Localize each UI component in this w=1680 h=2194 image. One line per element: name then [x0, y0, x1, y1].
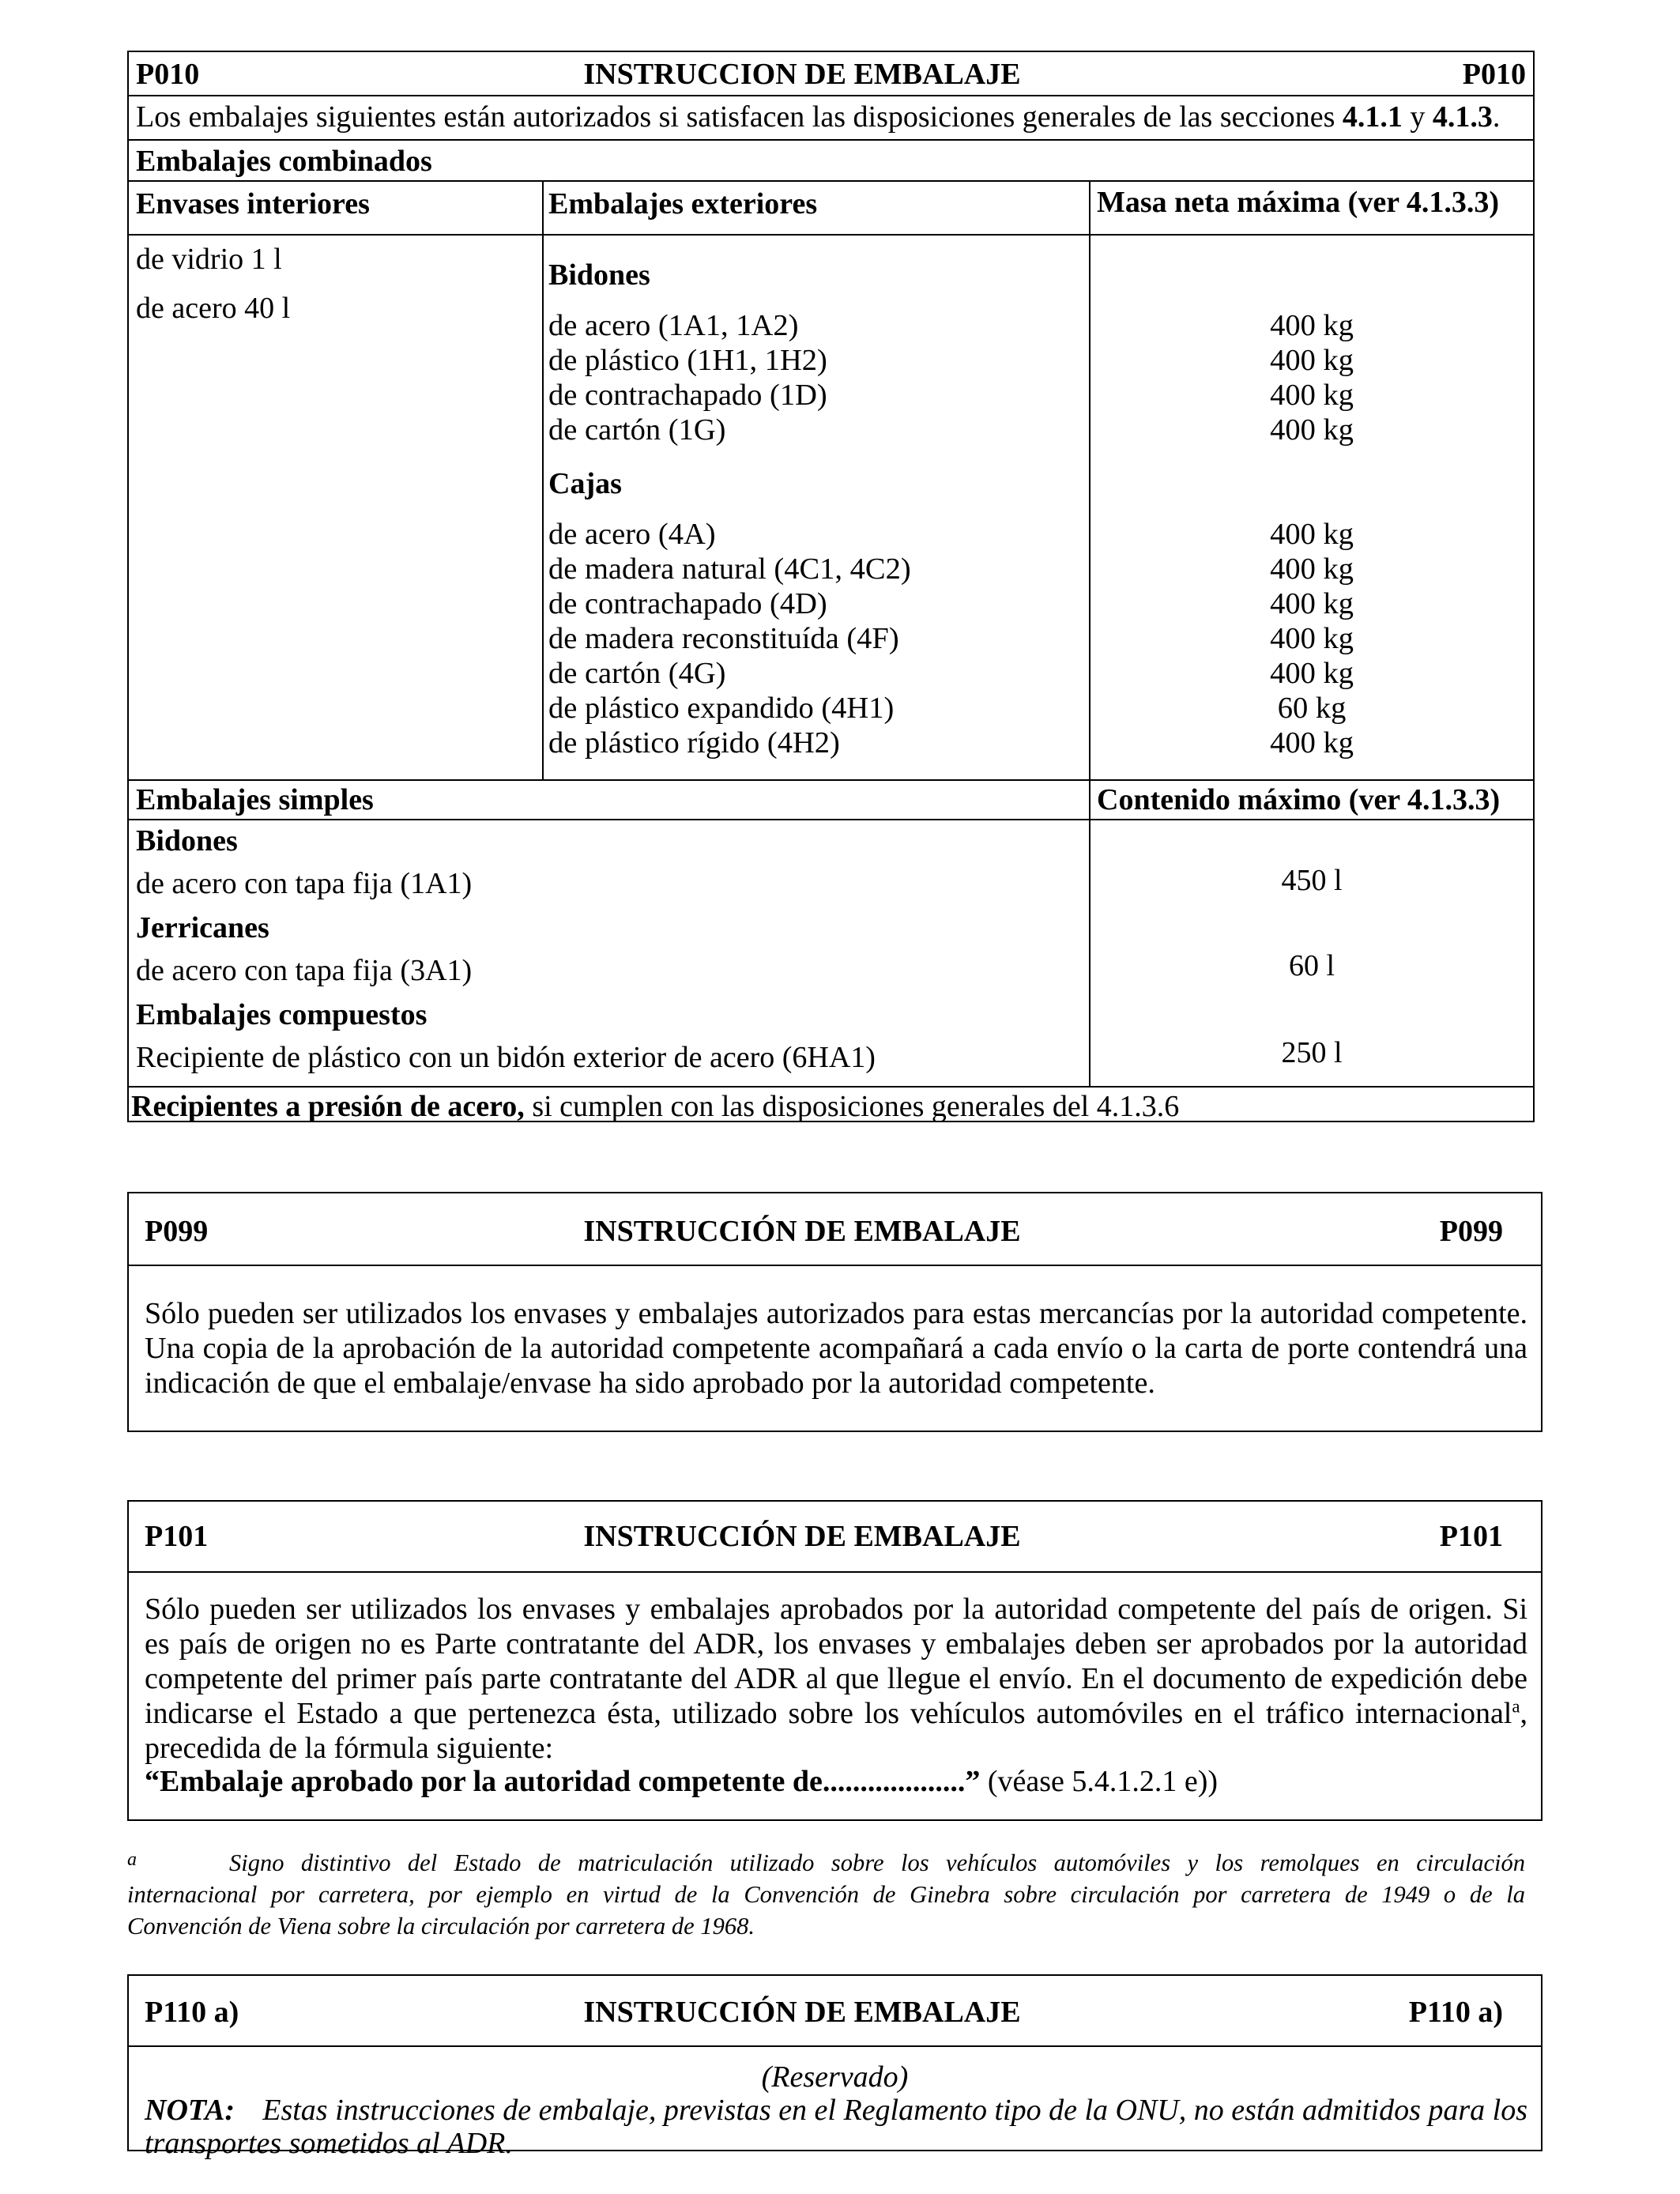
capacity-value: 250 l [1281, 1036, 1343, 1069]
p110a-reserved: (Reservado) [761, 2060, 909, 2094]
outer-item: de cartón (4G) [548, 657, 726, 690]
capacity-value: 450 l [1281, 864, 1343, 897]
p101-line: competente del primer país parte contratante del ADR al que llegue el envío. En el documento de expedición debe [145, 1662, 1527, 1695]
mass-value: 400 kg [1270, 587, 1354, 620]
mass-value: 400 kg [1270, 726, 1354, 760]
pressure-rest: si cumplen con las disposiciones generales del 4.1.3.6 [524, 1090, 1180, 1123]
p010-title: INSTRUCCION DE EMBALAJE [583, 58, 1021, 91]
p010-intro-ref2: 4.1.3 [1432, 100, 1493, 134]
col-mass-heading: Masa neta máxima (ver 4.1.3.3) [1097, 186, 1500, 219]
p010-intro-text: Los embalajes siguientes están autorizados si satisfacen las disposiciones generales de las secciones [136, 100, 1343, 134]
p110a-note [145, 2093, 1527, 2128]
outer-item: de contrachapado (1D) [548, 379, 827, 412]
p101-line: Sólo pueden ser utilizados los envases y embalajes aprobados por la autoridad competente del país de origen. Si [145, 1593, 1527, 1626]
divider [127, 779, 1535, 781]
divider [127, 95, 1535, 96]
p101-formula-ref: (véase 5.4.1.2.1 e)) [980, 1765, 1219, 1798]
combined-heading: Embalajes combinados [136, 145, 432, 178]
outer-item: de cartón (1G) [548, 413, 726, 447]
p010-intro-and: y [1402, 100, 1433, 134]
mass-value: 400 kg [1270, 413, 1354, 447]
divider [127, 2045, 1543, 2047]
p101-formula-intro: precedida de la fórmula siguiente: [145, 1732, 554, 1765]
p010-intro-ref1: 4.1.1 [1342, 100, 1403, 134]
note-line2: transportes sometidos al ADR. [145, 2127, 513, 2160]
p101-formula [145, 1764, 1218, 1799]
p101-line: es país de origen no es Parte contratante del ADR, los envases y embalajes deben ser aprobados por la autoridad [145, 1627, 1527, 1661]
p099-title: INSTRUCCIÓN DE EMBALAJE [583, 1215, 1021, 1248]
p099-line: Una copia de la aprobación de la autoridad competente acompañará a cada envío o la carta de porte contendrá una [145, 1332, 1527, 1365]
outer-item: de contrachapado (4D) [548, 587, 827, 620]
footnote-line: Convención de Viena sobre la circulación por carretera de 1968. [127, 1913, 755, 1940]
p101-line-end: , [1520, 1697, 1527, 1730]
pressure-bold: Recipientes a presión de acero, [131, 1090, 525, 1123]
single-group-heading: Bidones [136, 824, 238, 858]
divider [127, 180, 1535, 182]
single-heading: Embalajes simples [136, 783, 374, 816]
divider [127, 234, 1535, 236]
col-divider-2 [1089, 180, 1090, 1088]
outer-item: de plástico rígido (4H2) [548, 726, 840, 760]
mass-value: 60 kg [1277, 692, 1347, 725]
mass-value: 400 kg [1270, 622, 1354, 655]
p099-code-left: P099 [145, 1215, 209, 1248]
footnote-marker: a [127, 1849, 137, 1870]
col-outer-heading: Embalajes exteriores [548, 187, 818, 221]
p110a-code-left: P110 a) [145, 1996, 239, 2029]
drums-heading: Bidones [548, 258, 650, 292]
inner-item: de vidrio 1 l [136, 243, 282, 276]
col-divider-1 [542, 180, 544, 781]
note-line1: Estas instrucciones de embalaje, previstas en el Reglamento tipo de la ONU, no están admitidos para los [262, 2094, 1527, 2127]
p010-code-left: P010 [136, 58, 200, 91]
mass-value: 400 kg [1270, 552, 1354, 586]
single-group-heading: Embalajes compuestos [136, 998, 428, 1031]
divider [127, 819, 1535, 820]
outer-item: de acero (1A1, 1A2) [548, 309, 799, 342]
inner-item: de acero 40 l [136, 292, 291, 325]
p010-intro [136, 100, 1500, 134]
col-inner-heading: Envases interiores [136, 187, 370, 221]
p099-line: indicación de que el embalaje/envase ha sido aprobado por la autoridad competente. [145, 1367, 1155, 1400]
p101-code-right: P101 [1439, 1520, 1503, 1553]
p110a-title: INSTRUCCIÓN DE EMBALAJE [583, 1996, 1021, 2029]
outer-item: de plástico (1H1, 1H2) [548, 344, 827, 377]
divider [127, 139, 1535, 141]
boxes-heading: Cajas [548, 467, 622, 500]
p101-formula-bold: “Embalaje aprobado por la autoridad competente de...................” [145, 1765, 981, 1798]
footnote-line: internacional por carretera, por ejemplo en virtud de la Convención de Ginebra sobre circulación por carretera de 1949 o de la [127, 1881, 1525, 1908]
footnote-line: Signo distintivo del Estado de matriculación utilizado sobre los vehículos automóviles y los remolques en circulación [229, 1849, 1525, 1876]
p010-code-right: P010 [1462, 58, 1526, 91]
divider [127, 1265, 1543, 1266]
p099-code-right: P099 [1439, 1215, 1503, 1248]
mass-value: 400 kg [1270, 344, 1354, 377]
p110a-code-right: P110 a) [1408, 1996, 1503, 2029]
outer-item: de madera natural (4C1, 4C2) [548, 552, 911, 586]
p010-intro-end: . [1492, 100, 1501, 134]
capacity-value: 60 l [1288, 949, 1335, 982]
mass-value: 400 kg [1270, 518, 1354, 551]
p101-line: indicarse el Estado a que pertenezca ésta, utilizado sobre los vehículos automóviles en el tráfico internacional [145, 1697, 1512, 1730]
divider [127, 1571, 1543, 1573]
single-group-heading: Jerricanes [136, 911, 269, 944]
outer-item: de madera reconstituída (4F) [548, 622, 899, 655]
outer-item: de plástico expandido (4H1) [548, 692, 895, 725]
note-label: NOTA: [145, 2094, 235, 2127]
mass-value: 400 kg [1270, 309, 1354, 342]
single-item: de acero con tapa fija (3A1) [136, 954, 473, 987]
divider [127, 1086, 1535, 1088]
p101-line-suffix [1512, 1696, 1527, 1731]
single-item: Recipiente de plástico con un bidón exterior de acero (6HA1) [136, 1041, 876, 1074]
mass-value: 400 kg [1270, 379, 1354, 412]
p101-title: INSTRUCCIÓN DE EMBALAJE [583, 1520, 1021, 1553]
p101-code-left: P101 [145, 1520, 209, 1553]
pressure-note [131, 1089, 1179, 1124]
mass-value: 400 kg [1270, 657, 1354, 690]
single-item: de acero con tapa fija (1A1) [136, 867, 473, 900]
p099-line: Sólo pueden ser utilizados los envases y embalajes autorizados para estas mercancías por la autoridad competente. [145, 1297, 1527, 1330]
single-capacity-heading: Contenido máximo (ver 4.1.3.3) [1097, 783, 1501, 816]
outer-item: de acero (4A) [548, 518, 716, 551]
p101-line-4 [145, 1696, 1527, 1731]
footnote-ref: a [1512, 1696, 1520, 1717]
